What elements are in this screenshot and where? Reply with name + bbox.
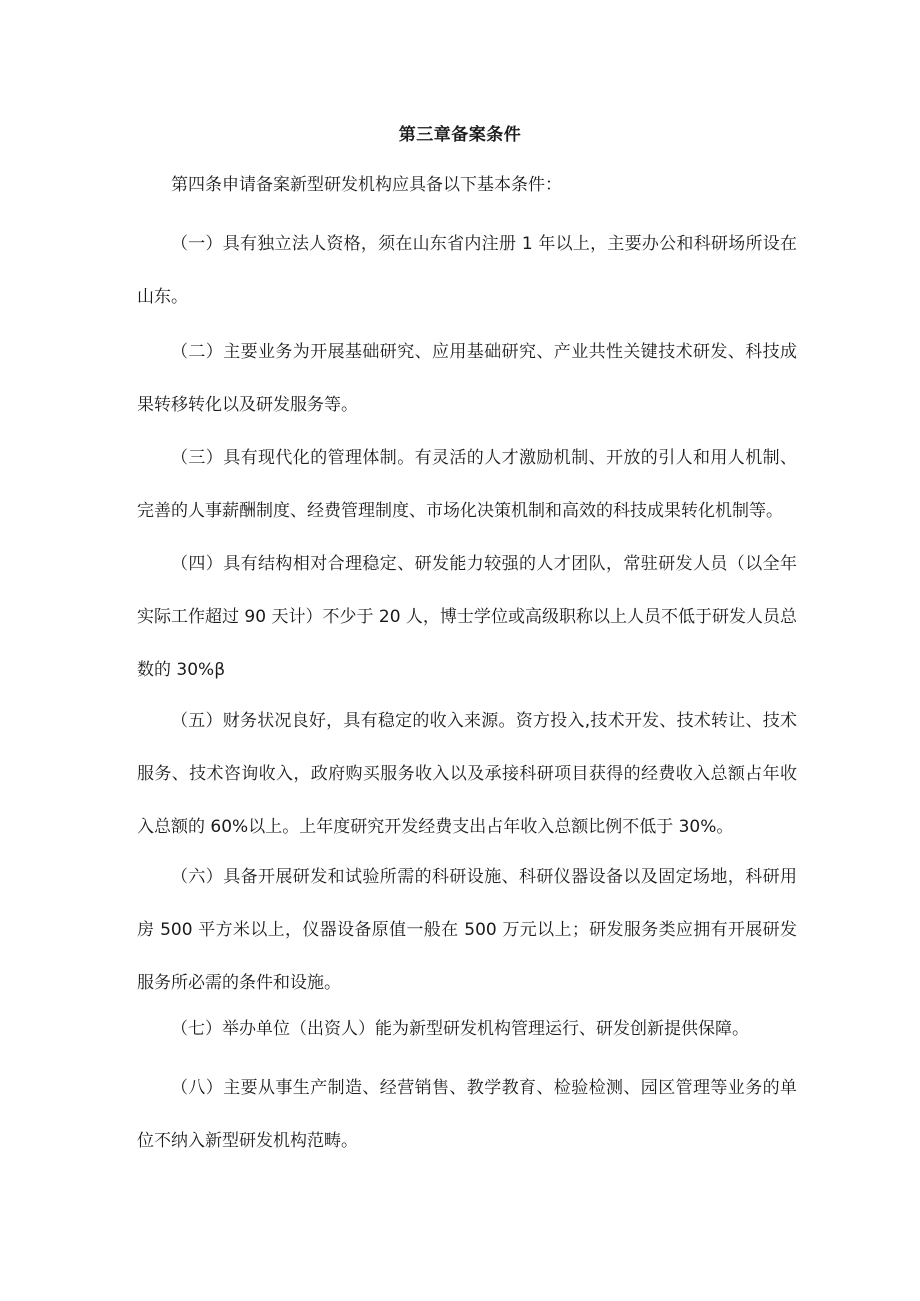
condition-item-2: （二）主要业务为开展基础研究、应用基础研究、产业共性关键技术研发、科技成果转移转化以及研发服务等。 <box>137 342 797 415</box>
condition-item-7: （七）举办单位（出资人）能为新型研发机构管理运行、研发创新提供保障。 <box>171 1019 749 1039</box>
condition-item-4: （四）具有结构相对合理稳定、研发能力较强的人才团队，常驻研发人员（以全年实际工作超过 90 天计）不少于 20 人，博士学位或高级职称以上人员不低于研发人员总数的 30%β <box>137 554 797 680</box>
condition-item-6: （六）具备开展研发和试验所需的科研设施、科研仪器设备以及固定场地，科研用房 500 平方米以上，仪器设备原值一般在 500 万元以上；研发服务类应拥有开展研发服务所必需的条件和设施。 <box>137 867 797 993</box>
condition-item-5: （五）财务状况良好，具有稳定的收入来源。资方投入,技术开发、技术转让、技术服务、技术咨询收入，政府购买服务收入以及承接科研项目获得的经费收入总额占年收入总额的 60%以上。上年度研究开发经费支出占年收入总额比例不低于 30%。 <box>137 711 797 837</box>
condition-item-1: （一）具有独立法人资格，须在山东省内注册 1 年以上，主要办公和科研场所设在山东。 <box>137 234 797 307</box>
condition-item-3: （三）具有现代化的管理体制。有灵活的人才激励机制、开放的引人和用人机制、完善的人事薪酬制度、经费管理制度、市场化决策机制和高效的科技成果转化机制等。 <box>137 448 797 521</box>
article-intro: 第四条申请备案新型研发机构应具备以下基本条件： <box>171 175 562 195</box>
chapter-title: 第三章备案条件 <box>398 125 522 145</box>
condition-item-8: （八）主要从事生产制造、经营销售、教学教育、检验检测、园区管理等业务的单位不纳入新型研发机构范畴。 <box>137 1078 797 1151</box>
